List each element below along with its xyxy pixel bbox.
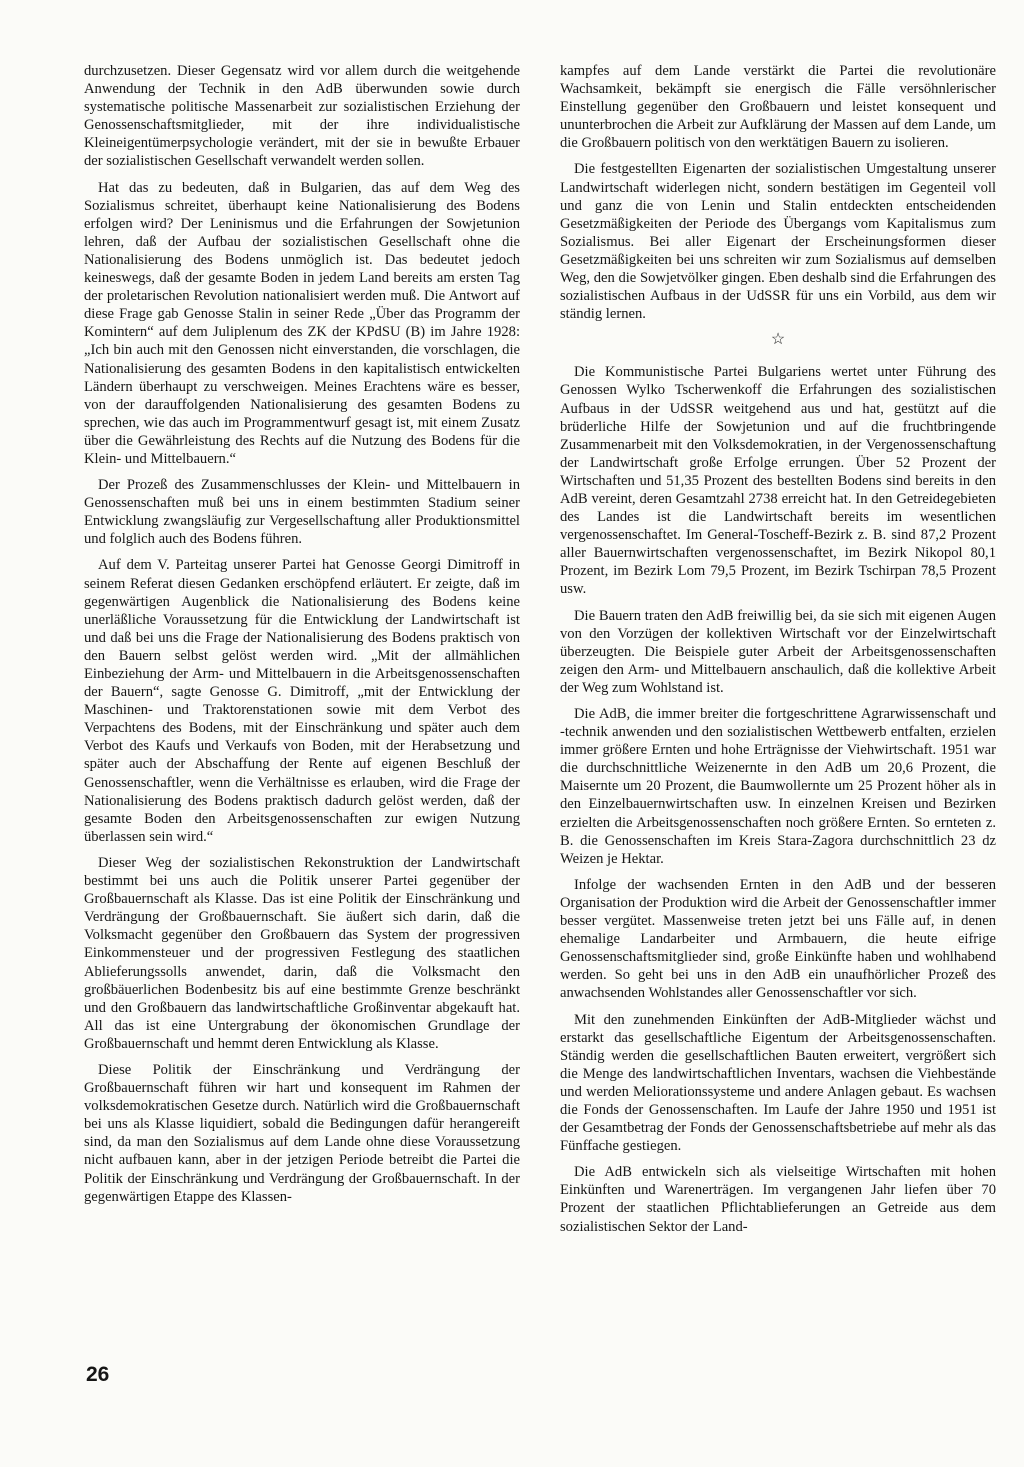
paragraph: Auf dem V. Parteitag unserer Partei hat Genosse Georgi Dimitroff in seinem Referat diesen Gedanken erschöpfend erläutert. Er zeigte, daß im gegenwärtigen Augenblick die Nationalisierung des Bodens keine unerläßliche Voraussetzung für die Entwicklung der Landwirtschaft ist und daß bei uns die Frage der Nationalisierung des Bodens praktisch von den Bauern selbst gelöst werden wird. „Mit der allmählichen Einbeziehung der Arm- und Mittelbauern in die Arbeitsgenossenschaften der Bauern“, sagte Genosse G. Dimitroff, „mit der Entwicklung der Maschinen- und Traktorenstationen sowie mit dem Verbot des Verpachtens des Bodens, mit der Einschränkung und später auch dem Verbot des Kaufs und Verkaufs von Boden, mit der Herabsetzung und später auch der Abschaffung der Rente auf eigenen Beschluß der Genossenschaftler, wenn die Verhältnisse es erlauben, wird die Frage der Nationalisierung des Bodens praktisch dadurch gelöst werden, daß der gesamte Boden den Arbeitsgenossenschaften zur ewigen Nutzung überlassen sein wird.“	[84, 557, 520, 845]
star-separator: ☆	[770, 331, 786, 349]
paragraph: Die Bauern traten den AdB freiwillig bei, da sie sich mit eigenen Augen von den Vorzügen der kollektiven Wirtschaft vor der Einzelwirtschaft überzeugten. Die Beispiele guter Arbeit der Arbeitsgenossenschaften zeigen den Arm- und Mittelbauern anschaulich, daß die kollektive Arbeit der Weg zum Wohlstand ist.	[560, 607, 996, 696]
paragraph: Der Prozeß des Zusammenschlusses der Klein- und Mittelbauern in Genossenschaften muß bei uns in einem bestimmten Stadium seiner Entwicklung zwangsläufig zur Vergesellschaftung aller Produktionsmittel und folglich auch des Bodens führen.	[84, 477, 520, 548]
paragraph: Die AdB entwickeln sich als vielseitige Wirtschaften mit hohen Einkünften und Warenerträgen. Im vergangenen Jahr liefen über 70 Prozent der staatlichen Pflichtablieferungen an Getreide aus dem sozialistischen Sektor der Land-	[560, 1164, 996, 1235]
paragraph: Mit den zunehmenden Einkünften der AdB-Mitglieder wächst und erstarkt das gesellschaftliche Eigentum der Arbeitsgenossenschaften. Ständig werden die gesellschaftlichen Bauten erweitert, vergrößert sich die Menge des landwirtschaftlichen Inventars, wachsen die Viehbestände und werden Meliorationssysteme und andere Anlagen gebaut. Es wachsen die Fonds der Genossenschaften. Im Laufe der Jahre 1950 und 1951 ist der Gesamtbetrag der Fonds der Genossenschaftsbetriebe auf mehr als das Fünffache gestiegen.	[560, 1011, 996, 1155]
left-column	[84, 62, 520, 1214]
paragraph: Infolge der wachsenden Ernten in den AdB und der besseren Organisation der Produktion wird die Arbeit der Genossenschaftler immer besser vergütet. Massenweise treten jetzt bei uns Fälle auf, in denen ehemalige Landarbeiter und Armbauern, die heute eifrige Genossenschaftsmitglieder sind, große Einkünfte haben und wohlhabend werden. So geht bei uns in den AdB ein unaufhörlicher Prozeß des anwachsenden Wohlstandes aller Genossenschaftler vor sich.	[560, 876, 996, 1002]
paragraph: Die AdB, die immer breiter die fortgeschrittene Agrarwissenschaft und -technik anwenden und den sozialistischen Wettbewerb entfalten, erzielen immer größere Ernten und hohe Erträgnisse der Viehwirtschaft. 1951 war die durchschnittliche Weizenernte in den AdB um 20,6 Prozent, die Maisernte um 20 Prozent, die Baumwollernte um 25 Prozent höher als in den Einzelbauernwirtschaften usw. In einzelnen Kreisen und Bezirken erzielten die Arbeitsgenossenschaften noch größere Ernten. So ernteten z. B. die Genossenschaften im Kreis Stara-Zagora durchschnittlich 23 dz Weizen je Hektar.	[560, 706, 996, 867]
paragraph: Die festgestellten Eigenarten der sozialistischen Umgestaltung unserer Landwirtschaft widerlegen nicht, sondern bestätigen im Gegenteil voll und ganz die von Lenin und Stalin entdeckten entscheidenden Gesetzmäßigkeiten der Periode des Übergangs vom Kapitalismus zum Sozialismus. Bei aller Eigenart der Erscheinungsformen dieser Gesetzmäßigkeiten bei uns schreiten wir zum Sozialismus auf demselben Weg, den die Sowjetvölker gingen. Eben deshalb sind die Erfahrungen des sozialistischen Aufbaus in der UdSSR für uns ein Vorbild, aus dem wir ständig lernen.	[560, 161, 996, 323]
page-number: 26	[86, 1363, 110, 1386]
paragraph: durchzusetzen. Dieser Gegensatz wird vor allem durch die weitgehende Anwendung der Technik in den AdB überwunden sowie durch systematische politische Massenarbeit zur sozialistischen Erziehung der Genossenschaftsmitglieder, mit der ihre individualistische Kleineigentümerpsychologie verändert, mit der sie in bewußte Erbauer der sozialistischen Gesellschaft verwandelt werden sollen.	[84, 63, 520, 170]
paragraph: kampfes auf dem Lande verstärkt die Partei die revolutionäre Wachsamkeit, bekämpft sie energisch die Fälle versöhnlerischer Einstellung gegenüber den Großbauern und leistet konsequent und ununterbrochen die Arbeit zur Aufklärung der Massen auf dem Lande, um die Großbauern politisch von den werktätigen Bauern zu isolieren.	[560, 63, 996, 152]
paragraph: Diese Politik der Einschränkung und Verdrängung der Großbauernschaft führen wir hart und konsequent im Rahmen der volksdemokratischen Gesetze durch. Natürlich wird die Großbauernschaft bei uns als Klasse liquidiert, sobald die Bedingungen dafür herangereift sind, da man den Sozialismus auf dem Lande ohne diese Voraussetzung nicht aufbauen kann, aber in der jetzigen Periode betreibt die Partei die Politik der Einschränkung und Verdrängung der Großbauernschaft. In der gegenwärtigen Etappe des Klassen-	[84, 1061, 520, 1205]
right-column	[560, 62, 996, 1244]
paragraph: Die Kommunistische Partei Bulgariens wertet unter Führung des Genossen Wylko Tscherwenkoff die Erfahrungen des sozialistischen Aufbaus in der UdSSR weitgehend aus und hat, gestützt auf die brüderliche Hilfe der Sowjetunion und auf die fruchtbringende Zusammenarbeit mit den Volksdemokratien, in der Vergenossenschaftung der Landwirtschaft große Erfolge errungen. Über 52 Prozent der Wirtschaften und 51,35 Prozent des bestellten Bodens sind bereits in den AdB vereint, deren Gesamtzahl 2738 erreicht hat. In den Getreidegebieten des Landes ist die Landwirtschaft bereits im wesentlichen vergenossenschaftet. Im General-Toscheff-Bezirk z. B. sind 87,2 Prozent aller Bauernwirtschaften vergenossenschaftet, im Bezirk Nikopol 80,1 Prozent, im Bezirk Lom 79,5 Prozent, im Bezirk Tschirpan 78,5 Prozent usw.	[560, 364, 996, 598]
paragraph: Hat das zu bedeuten, daß in Bulgarien, das auf dem Weg des Sozialismus schreitet, überhaupt keine Nationalisierung des Bodens erfolgen wird? Der Leninismus und die Erfahrungen der Sowjetunion lehren, daß der Aufbau der sozialistischen Gesellschaft ohne die Nationalisierung des Bodens unmöglich ist. Das bedeutet jedoch keineswegs, daß der gesamte Boden in jedem Land bereits am ersten Tag der proletarischen Revolution nationalisiert werden muß. Die Antwort auf diese Frage gab Genosse Stalin in seiner Rede „Über das Programm der Komintern“ auf dem Juliplenum des ZK der KPdSU (B) im Jahre 1928: „Ich bin auch mit den Genossen nicht einverstanden, die vorschlagen, die Nationalisierung des gesamten Bodens in den kapitalistisch entwickelten Ländern überhaupt zu verschweigen. Meines Erachtens wäre es besser, von der darauffolgenden Nationalisierung des gesamten Bodens zu sprechen, wie das auch im Programmentwurf gesagt ist, mit einem Zusatz über die Gewährleistung des Rechts auf die Nutzung des Bodens für die Klein- und Mittelbauern.“	[84, 179, 520, 467]
paragraph: Dieser Weg der sozialistischen Rekonstruktion der Landwirtschaft bestimmt bei uns auch die Politik unserer Partei gegenüber der Großbauernschaft als Klasse. Das ist eine Politik der Einschränkung und Verdrängung der Großbauernschaft. Sie äußert sich darin, daß die Volksmacht gegenüber den Großbauern das System der progressiven Einkommensteuer und der progressiven Festlegung des staatlichen Ablieferungssolls anwendet, darin, daß die Volksmacht den großbäuerlichen Bodenbesitz bis auf eine bestimmte Grenze beschränkt und den Großbauern das landwirtschaftliche Großinventar abgekauft hat. All das ist eine Untergrabung der ökonomischen Grundlage der Großbauernschaft und hemmt deren Entwicklung als Klasse.	[84, 854, 520, 1052]
